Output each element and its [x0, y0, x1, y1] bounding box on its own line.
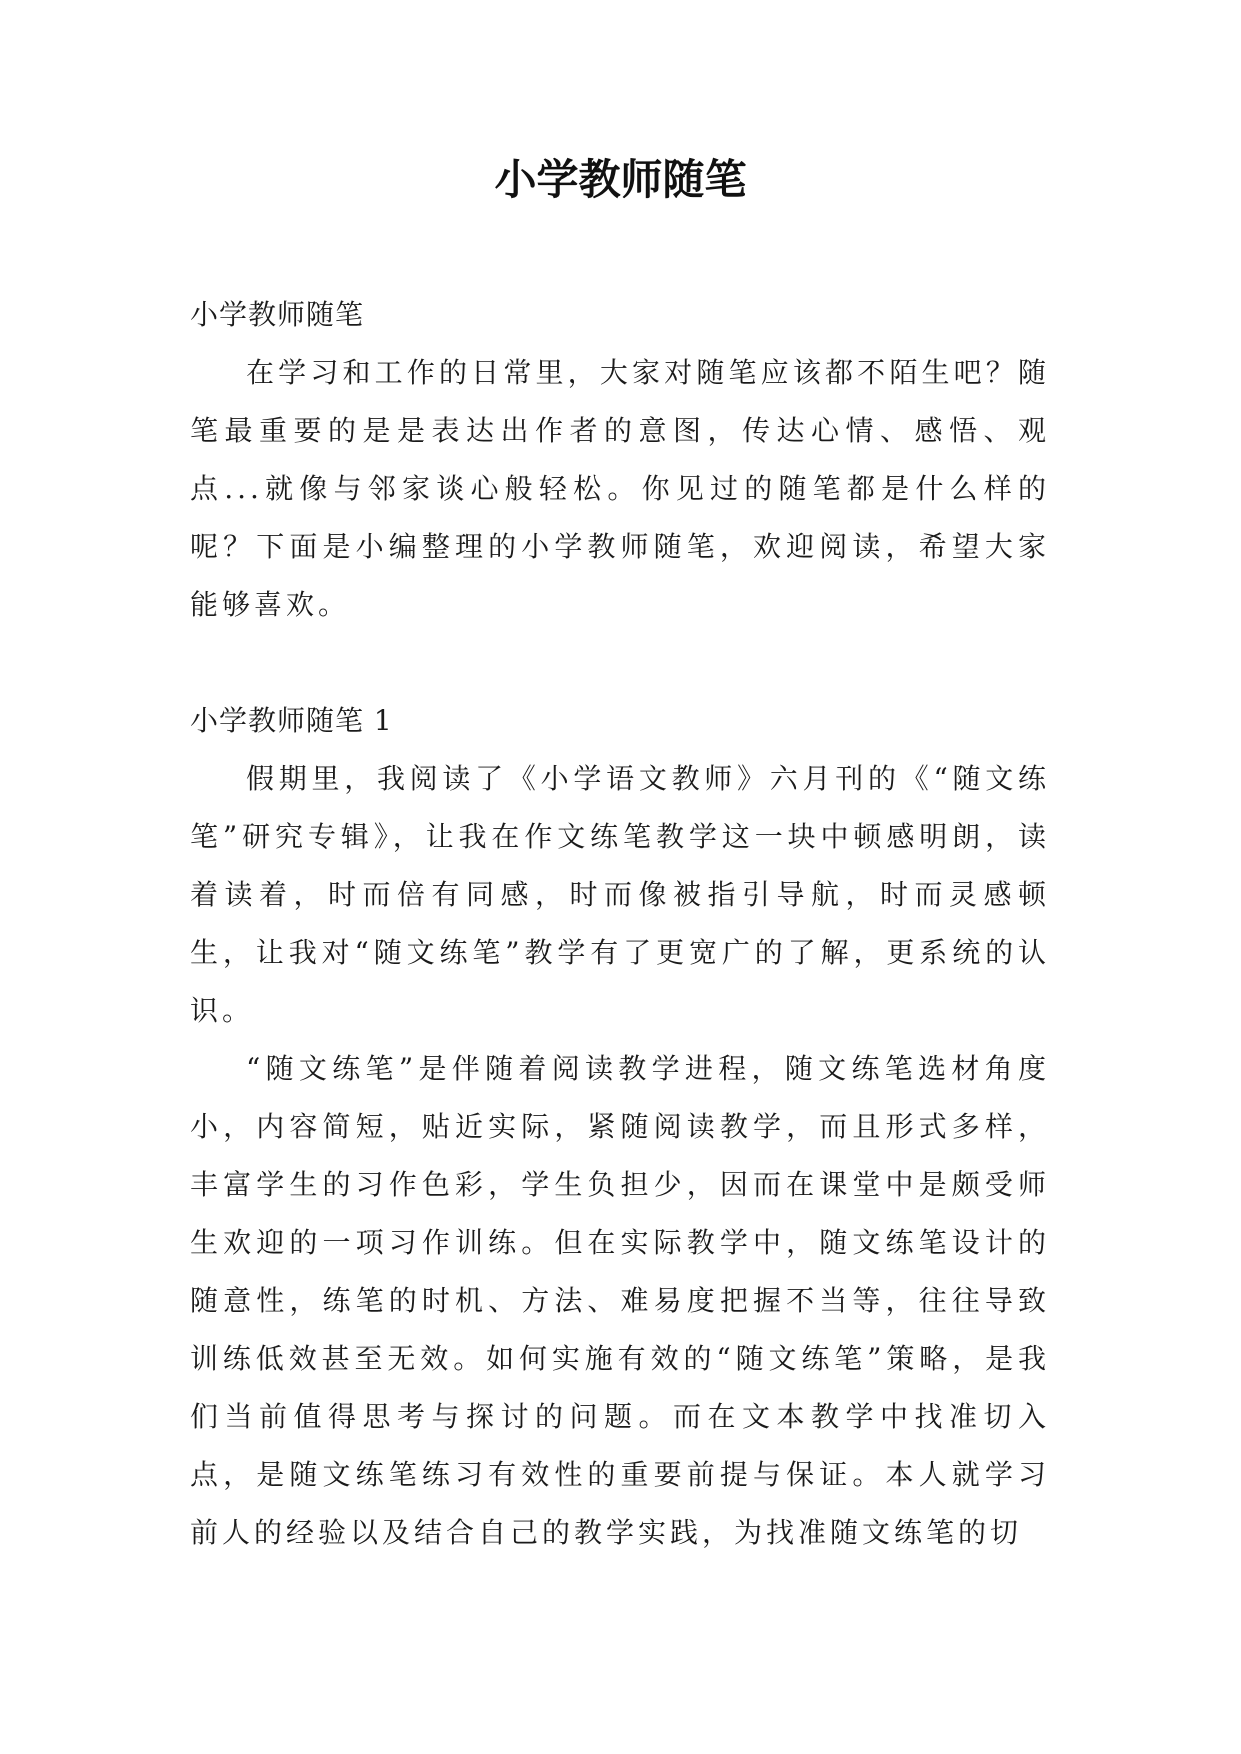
section-1-heading: 小学教师随笔 1 — [190, 704, 393, 737]
document-body — [190, 286, 1050, 1562]
intro-paragraph: 在学习和工作的日常里，大家对随笔应该都不陌生吧？随笔最重要的是是表达出作者的意图，传达心情、感悟、观点...就像与邻家谈心般轻松。你见过的随笔都是什么样的呢？下面是小编整理的小学教师随笔，欢迎阅读，希望大家能够喜欢。 — [190, 356, 1050, 621]
section-1-paragraph-2: “随文练笔”是伴随着阅读教学进程，随文练笔选材角度小，内容简短，贴近实际，紧随阅读教学，而且形式多样，丰富学生的习作色彩，学生负担少，因而在课堂中是颇受师生欢迎的一项习作训练。但在实际教学中，随文练笔设计的随意性，练笔的时机、方法、难易度把握不当等，往往导致训练低效甚至无效。如何实施有效的“随文练笔”策略，是我们当前值得思考与探讨的问题。而在文本教学中找准切入点，是随文练笔练习有效性的重要前提与保证。本人就学习前人的经验以及结合自己的教学实践，为找准随文练笔的切 — [190, 1052, 1050, 1549]
section-spacer — [190, 634, 1050, 692]
section-1-paragraph-1: 假期里，我阅读了《小学语文教师》六月刊的《“随文练笔”研究专辑》，让我在作文练笔教学这一块中顿感明朗，读着读着，时而倍有同感，时而像被指引导航，时而灵感顿生，让我对“随文练笔”教学有了更宽广的了解，更系统的认识。 — [190, 762, 1050, 1027]
intro-heading: 小学教师随笔 — [190, 298, 365, 331]
document-title: 小学教师随笔 — [494, 155, 747, 204]
